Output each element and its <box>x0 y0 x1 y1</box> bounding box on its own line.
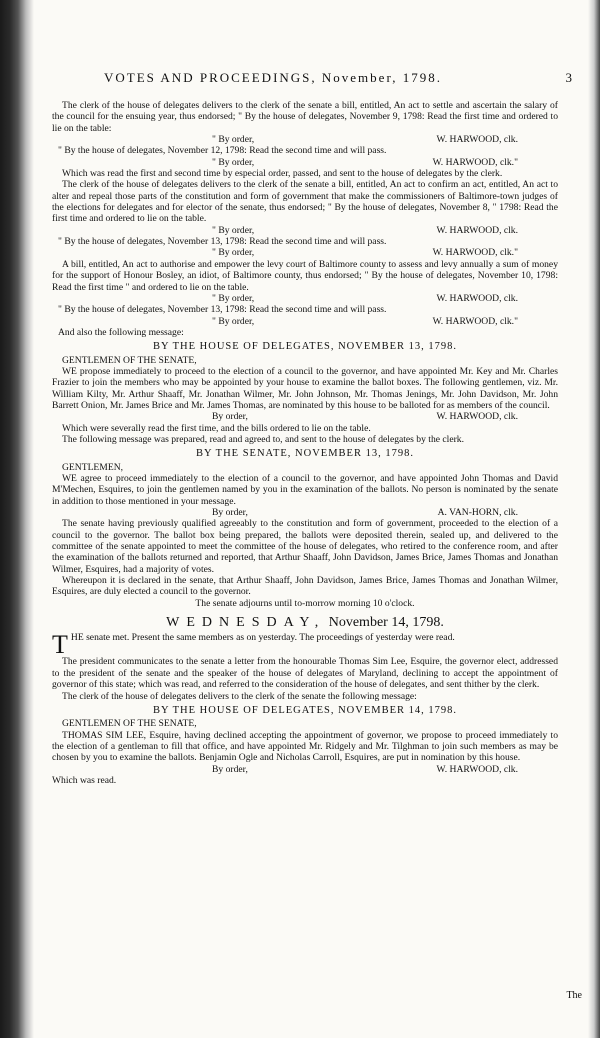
message-body: WE agree to proceed immediately to the election of a council to the governor, and have appointed John Thomas and David M'Mechen, Esquires, to join the gentlemen named by you in the examination of the ballots. No person is nominated by the senate in addition to those mentioned in your message. <box>52 473 558 507</box>
paragraph: The clerk of the house of delegates delivers to the clerk of the senate the following message: <box>62 690 417 702</box>
page-edge-shadow <box>588 0 600 1038</box>
page-binding-shadow <box>0 0 34 1038</box>
paragraph: The president communicates to the senate a letter from the honourable Thomas Sim Lee, Esquire, the governor elect, addressed to the president of the senate and the speaker of the house of delegates of Maryland, declining to accept the appointment of governor of this state; which was read, and referred to the consideration of the house of delegates, and sent thither by the clerk. <box>52 656 558 691</box>
signature-line: By order, W. HARWOOD, clk. <box>212 763 518 775</box>
running-header <box>104 70 574 86</box>
page-title: VOTES AND PROCEEDINGS, November, 1798. <box>104 70 442 85</box>
message-body: WE propose immediately to proceed to the election of a council to the governor, and have appointed Mr. Key and Mr. Charles Frazier to join the members who may be appointed by your house to examine the ballot boxes. The following gentlemen, viz. Mr. William Kilty, Mr. Arthur Shaaff, Mr. Jonathan Wilmer, Mr. John Johnson, Mr. Thomas Jenings, Mr. John Davidson, Mr. John Barrett Onion, Mr. James Brice and Mr. James Thomas, are nominated by this house to be balloted for as members of the council. <box>52 365 558 411</box>
paragraph: " By the house of delegates, November 13, 1798: Read the second time and will pass. <box>58 304 387 316</box>
signature-line: By order, W. HARWOOD, clk. <box>212 411 518 423</box>
message-heading: BY THE HOUSE OF DELEGATES, NOVEMBER 14, 1798. <box>152 704 457 716</box>
signature-line: " By order, W. HARWOOD, clk." <box>212 315 518 327</box>
paragraph: A bill, entitled, An act to authorise and empower the levy court of Baltimore county to assess and levy annually a sum of money for the support of Honour Bosley, an idiot, of Baltimore county, thus endorsed; " By the house of delegates, November 10, 1798: Read the first time " and ordered to lie on the table. <box>52 258 558 293</box>
signature-line: " By order, W. HARWOOD, clk." <box>212 156 518 168</box>
message-heading: BY THE SENATE, NOVEMBER 13, 1798. <box>196 448 414 460</box>
paragraph: Whereupon it is declared in the senate, that Arthur Shaaff, John Davidson, James Brice, James Thomas and Jonathan Wilmer, Esquires, are duly elected a council to the governor. <box>52 575 558 598</box>
salutation: GENTLEMEN OF THE SENATE, <box>62 718 197 730</box>
salutation: GENTLEMEN, <box>62 461 124 473</box>
catchword: The <box>566 990 582 1001</box>
signature-line: " By order, W. HARWOOD, clk. <box>212 224 518 236</box>
adjournment: The senate adjourns until to-morrow morning 10 o'clock. <box>195 597 415 609</box>
day-date: November 14, 1798. <box>328 615 444 631</box>
paragraph: THE senate met. Present the same members as on yesterday. The proceedings of yesterday were read. <box>52 630 455 660</box>
paragraph: The clerk of the house of delegates delivers to the clerk of the senate a bill, entitled, An act to confirm an act, entitled, An act to alter and repeal those parts of the constitution and form of government that make the commissioners of Baltimore-town judges of the elections for delegates and for elector of the senate, thus endorsed; " By the house of delegates, November 8, " 1798: Read the first time and ordered to lie on the table. <box>52 179 558 225</box>
paragraph: The following message was prepared, read and agreed to, and sent to the house of delegates by the clerk. <box>62 433 464 445</box>
paragraph: Which was read. <box>52 774 117 786</box>
message-body: THOMAS SIM LEE, Esquire, having declined accepting the appointment of governor, we propose to proceed immediately to the election of a gentleman to fill that office, and have appointed Mr. Ridgely and Mr. Tilghman to join such members as may be chosen by you to examine the ballots. Benjamin Ogle and Nicholas Carroll, Esquires, are put in nomination by this house. <box>52 729 558 764</box>
page-number: 3 <box>565 70 574 85</box>
paragraph: " By the house of delegates, November 12, 1798: Read the second time and will pass. <box>58 145 387 157</box>
body-text <box>52 100 558 786</box>
paragraph: And also the following message: <box>58 326 184 338</box>
message-heading: BY THE HOUSE OF DELEGATES, NOVEMBER 13, 1798. <box>152 341 457 353</box>
salutation: GENTLEMEN OF THE SENATE, <box>62 354 197 366</box>
paragraph: " By the house of delegates, November 13, 1798: Read the second time and will pass. <box>58 236 387 248</box>
paragraph: The senate having previously qualified agreeably to the constitution and form of government, proceeded to the election of a council to the governor. The ballot box being prepared, the ballots were deposited therein, sealed up, and delivered to the committee of the senate appointed to meet the committee of the house of delegates, who retired to the conference room, and after the examination of the ballots returned and reported, that Arthur Shaaff, John Davidson, James Brice, James Thomas and Jonathan Wilmer, Esquires, had a majority of votes. <box>52 518 558 575</box>
drop-cap: T <box>52 630 68 660</box>
signature-line: " By order, W. HARWOOD, clk." <box>212 247 518 259</box>
signature-line: " By order, W. HARWOOD, clk. <box>212 134 518 146</box>
paragraph: Which was read the first and second time by especial order, passed, and sent to the house of delegates by the clerk. <box>62 168 503 180</box>
paragraph: Which were severally read the first time, and the bills ordered to lie on the table. <box>62 422 371 434</box>
signature-line: By order, A. VAN-HORN, clk. <box>212 507 518 519</box>
signature-line: " By order, W. HARWOOD, clk. <box>212 292 518 304</box>
paragraph: The clerk of the house of delegates delivers to the clerk of the senate a bill, entitled, An act to settle and ascertain the salary of the council for the ensuing year, thus endorsed; " By the house of delegates, November 9, 1798: Read the first time and ordered to lie on the table: <box>52 100 558 134</box>
day-heading <box>52 615 558 631</box>
weekday: WEDNESDAY, <box>166 615 326 631</box>
